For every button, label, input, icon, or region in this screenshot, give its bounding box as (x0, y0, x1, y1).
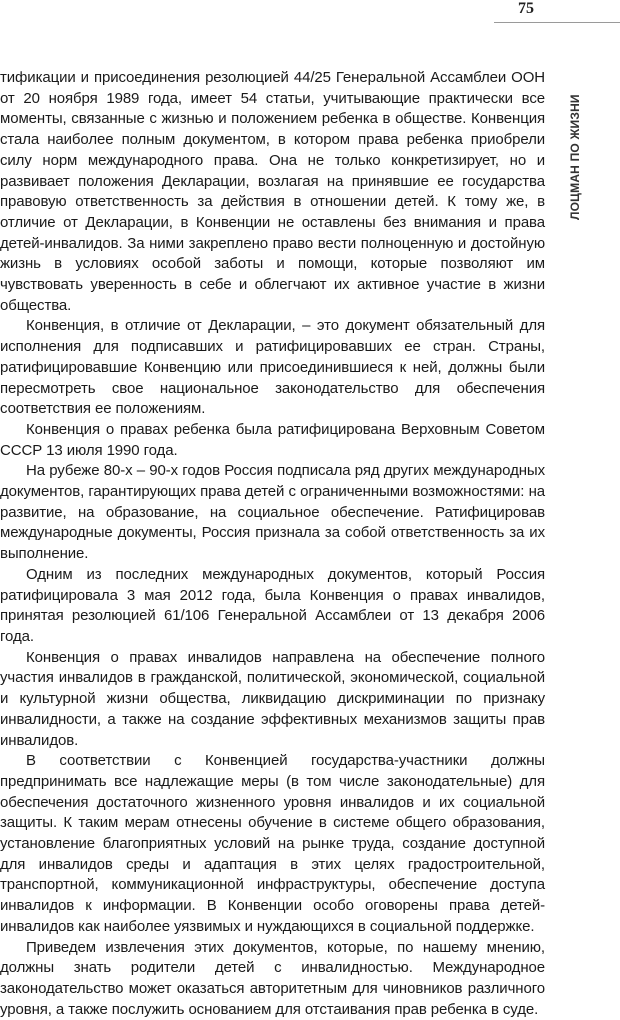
paragraph: Одним из последних международных документов, который Россия ратифицировала 3 мая 2012 года, была Конвенция о правах инвалидов, принятая резолюцией 61/106 Генеральной Ассамблеи от 13 декабря 2006 года. (0, 565, 545, 645)
paragraph: На рубеже 80-х – 90-х годов Россия подписала ряд других международных документов, гарантирующих права детей с ограниченными возможностями: на развитие, на образование, на социальное обеспечение. Ратифицировав международные документы, Россия признала за собой ответственность за их выполнение. (0, 462, 545, 563)
running-title (566, 40, 586, 220)
header-rule (494, 22, 620, 23)
paragraph: Конвенция о правах ребенка была ратифицирована Верховным Советом СССР 13 июля 1990 года. (0, 420, 545, 459)
paragraph: Конвенция о правах инвалидов направлена на обеспечение полного участия инвалидов в гражданской, политической, экономической, социальной и культурной жизни общества, ликвидацию дискриминации по признаку инвалидности, а также на создание эффективных механизмов защиты прав инвалидов. (0, 648, 545, 749)
body-text (0, 68, 545, 1020)
paragraph: Приведем извлечения этих документов, которые, по нашему мнению, должны знать родители детей с инвалидностью. Международное законодательство может оказаться авторитетным для чиновников различного уровня, а также послужить основанием для отстаивания прав ребенка в суде. (0, 938, 545, 1018)
page-number: 75 (518, 0, 534, 17)
paragraph: Конвенция, в отличие от Декларации, – это документ обязательный для исполнения для подписавших и ратифицировавших ее стран. Страны, ратифицировавшие Конвенцию или присоединившиеся к ней, должны были пересмотреть свое национальное законодательство для обеспечения соответствия ее положениям. (0, 317, 545, 418)
running-title-text: ЛОЦМАН ПО ЖИЗНИ (568, 94, 582, 220)
paragraph: тификации и присоединения резолюцией 44/25 Генеральной Ассамблеи ООН от 20 ноября 1989 года, имеет 54 статьи, учитывающие практически все моменты, связанные с жизнью и положением ребенка в обществе. Конвенция стала наиболее полным документом, в котором права ребенка приобрели силу норм международного права. Она не только конкретизирует, но и развивает положения Декларации, возлагая на принявшие ее государства правовую ответственность за действия в отношении детей. К тому же, в отличие от Декларации, в Конвенции не оставлены без внимания и права детей-инвалидов. За ними закреплено право вести полноценную и достойную жизнь в условиях особой заботы и помощи, которые позволяют им чувствовать уверенность в себе и облегчают их активное участие в жизни общества. (0, 69, 545, 314)
paragraph: В соответствии с Конвенцией государства-участники должны предпринимать все надлежащие меры (в том числе законодательные) для обеспечения достаточного жизненного уровня инвалидов и их социальной защиты. К таким мерам отнесены обучение в системе общего образования, установление благоприятных условий на рынке труда, создание доступной для инвалидов среды и адаптация в этих целях градостроительной, транспортной, коммуникационной инфраструктуры, обеспечение доступа инвалидов к информации. В Конвенции особо оговорены права детей-инвалидов как наиболее уязвимых и нуждающихся в социальной поддержке. (0, 752, 545, 935)
